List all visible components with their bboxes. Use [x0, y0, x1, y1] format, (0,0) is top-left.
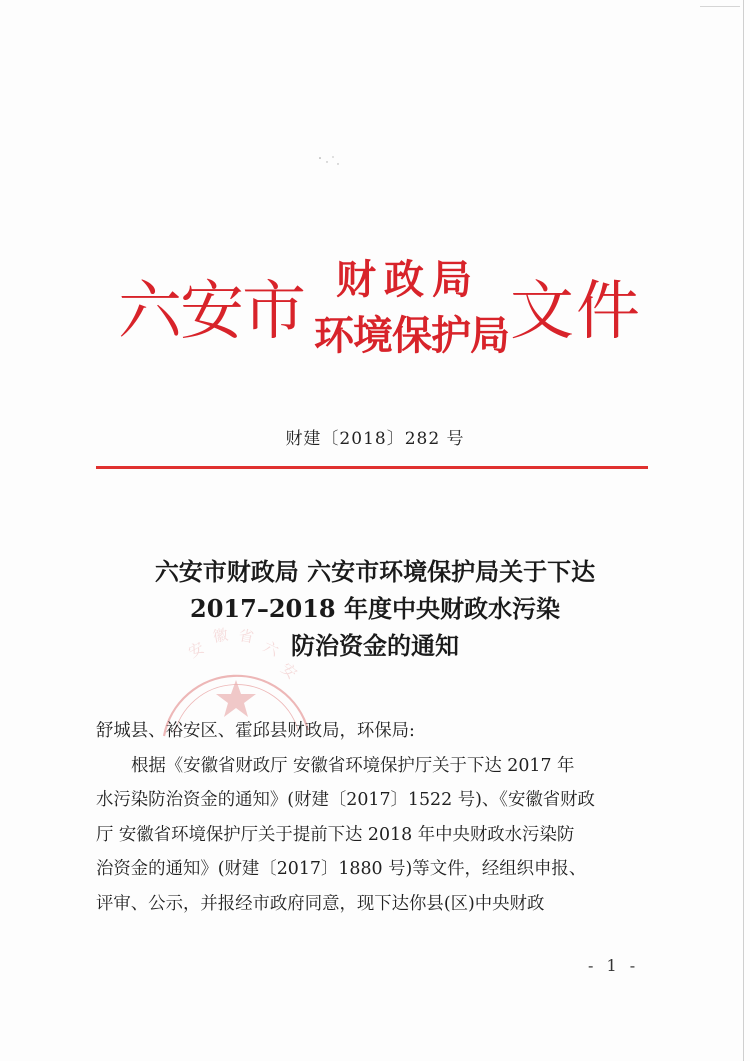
- svg-text:省: 省: [237, 626, 256, 647]
- title-line-1: 六安市财政局 六安市环境保护局关于下达: [154, 557, 596, 586]
- header-issuer-environment: 环境保护局: [314, 312, 509, 359]
- header-issuers: [314, 252, 509, 364]
- addressee-line: 舒城县、裕安区、霍邱县财政局，环保局:: [96, 721, 415, 741]
- title-line-2: 2017–2018 年度中央财政水污染: [190, 594, 560, 623]
- document-header: [118, 252, 642, 370]
- svg-text:六: 六: [260, 637, 282, 661]
- page-edge-top: [700, 6, 740, 7]
- notice-body: [96, 714, 656, 922]
- svg-text:安: 安: [277, 659, 301, 683]
- body-line-1: 根据《安徽省财政厅 安徽省环境保护厅关于下达 2017 年: [131, 755, 575, 776]
- page-edge-right: [743, 0, 744, 1061]
- document-number: 财建〔2018〕282 号: [285, 429, 465, 449]
- title-line-3: 防治资金的通知: [291, 631, 459, 660]
- page-number: - 1 -: [588, 956, 640, 975]
- svg-text:安: 安: [185, 638, 208, 662]
- body-line-5: 评审、公示，并报经市政府同意，现下达你县(区)中央财政: [96, 893, 545, 914]
- svg-text:徽: 徽: [211, 625, 230, 646]
- body-line-4: 治资金的通知》(财建〔2017〕1880 号)等文件，经组织申报、: [96, 859, 587, 880]
- notice-title: [60, 553, 690, 664]
- body-line-3: 厅 安徽省环境保护厅关于提前下达 2018 年中央财政水污染防: [96, 824, 575, 845]
- header-document-word: 文件: [510, 275, 642, 349]
- header-issuer-finance: 财政局: [336, 256, 480, 303]
- red-divider-line: [96, 466, 648, 469]
- body-line-2: 水污染防治资金的通知》(财建〔2017〕1522 号)、《安徽省财政: [96, 790, 595, 811]
- scan-specks: [318, 154, 342, 168]
- header-city: 六安市: [118, 275, 304, 349]
